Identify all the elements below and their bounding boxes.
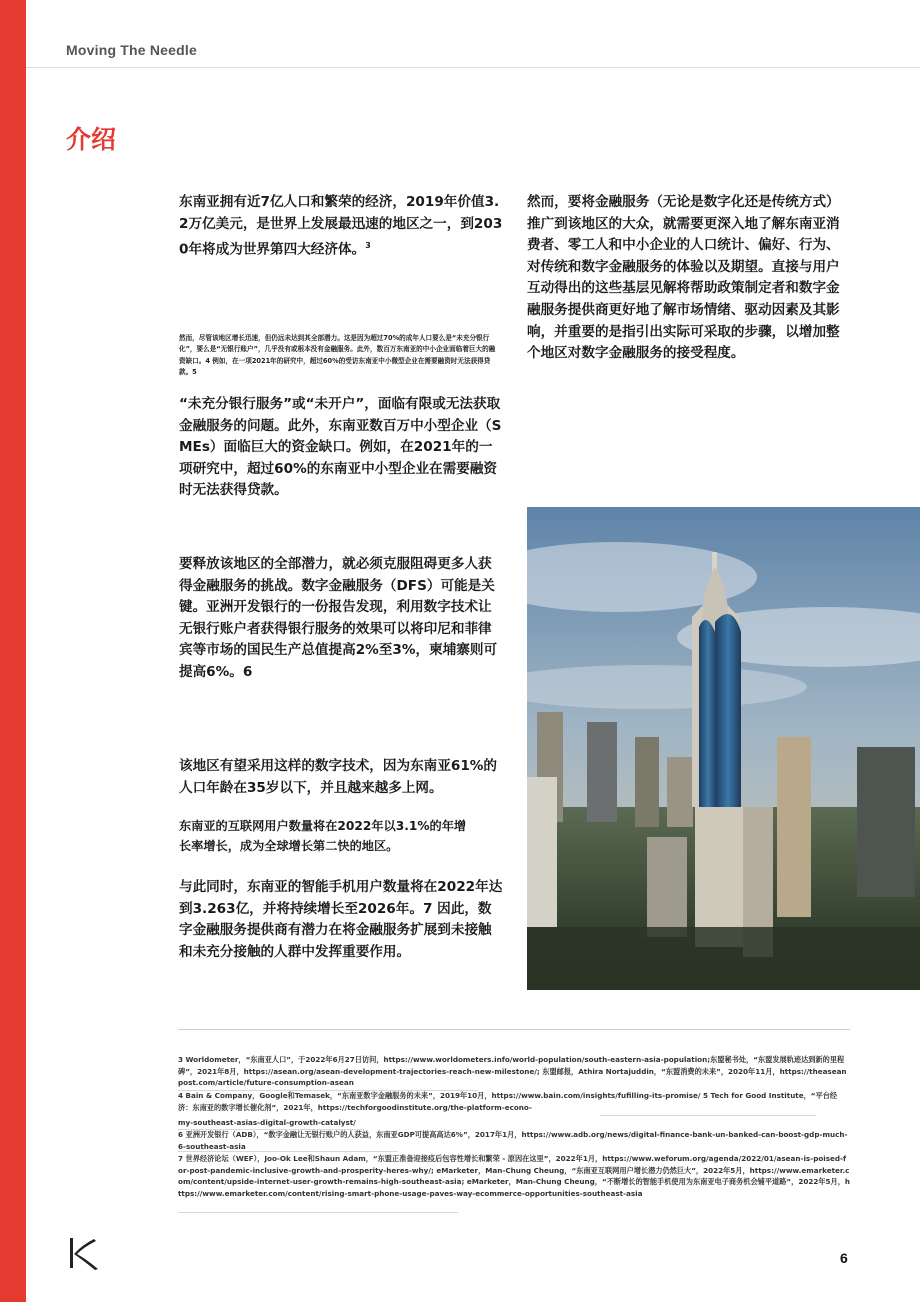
k-monogram-icon — [64, 1235, 102, 1271]
intro-paragraph-5: 东南亚的互联网用户数量将在2022年以3.1%的年增长率增长，成为全球增长第二快的地区。 — [179, 819, 467, 853]
footnote-underline — [178, 1151, 398, 1152]
footnote-6: 6 亚洲开发银行（ADB），“数字金融让无银行账户的人获益，东南亚GDP可提高高达6%”，2017年1月，https://www.adb.org/news/digital-finance-bank-un-banked-can-boost-gdp-much-6-southeast-asia — [178, 1130, 848, 1151]
jakarta-skyline-photo — [527, 507, 920, 990]
footnote-ref-3: 3 — [365, 241, 371, 251]
intro-paragraph-1-text: 东南亚拥有近7亿人口和繁荣的经济，2019年价值3.2万亿美元，是世界上发展最迅速的地区之一，到2030年将成为世界第四大经济体。 — [179, 194, 503, 258]
page-number: 6 — [840, 1250, 848, 1266]
intro-paragraph-6: 与此同时，东南亚的智能手机用户数量将在2022年达到3.263亿，并将持续增长至2026年。7 因此，数字金融服务提供商有潜力在将金融服务扩展到未接触和未充分接触的人群中发挥重要作用。 — [179, 879, 503, 960]
skyline-illustration — [527, 507, 920, 990]
right-paragraph-1: 然而，要将金融服务（无论是数字化还是传统方式）推广到该地区的大众，就需要更深入地了解东南亚消费者、零工人和中小企业的人口统计、偏好、行为、对传统和数字金融服务的体验以及期望。直接与用户互动得出的这些基层见解将帮助政策制定者和数字金融服务提供商更好地了解市场情绪、驱动因素及其影响，并重要的是指引出实际可采取的步骤，以增加整个地区对数字金融服务的接受程度。 — [527, 194, 840, 362]
intro-paragraph-3: 要释放该地区的全部潜力，就必须克服阻碍更多人获得金融服务的挑战。数字金融服务（DFS）可能是关键。亚洲开发银行的一份报告发现，利用数字技术让无银行账户者获得银行服务的效果可以将印尼和菲律宾等市场的国民生产总值提高2%至3%，柬埔寨则可提高6%。6 — [179, 556, 498, 680]
footnote-3: 3 Worldometer，“东南亚人口”，于2022年6月27日访问，https://www.worldometers.info/world-population/south-eastern-asia-population;东盟秘书处，“东盟发展轨迹达到新的里程碑”，2021年8月，https://asean.org/asean-development-trajectories-reach-new-milestone/; 东盟邮报，Athira Nortajuddin，“东盟消费的未来”，2020年11月，https://theaseanpost.com/article/future-consumption-asean — [178, 1055, 847, 1088]
intro-paragraph-2: “未充分银行服务”或“未开户”，面临有限或无法获取金融服务的问题。此外，东南亚数百万中小型企业（SMEs）面临巨大的资金缺口。例如，在2021年的一项研究中，超过60%的东南亚中小型企业在需要融资时无法获得贷款。 — [179, 396, 502, 499]
intro-paragraph-1 — [179, 192, 505, 261]
small-note-paragraph: 然而，尽管该地区增长迅速，但仍远未达到其全部潜力。这是因为超过70%的成年人口要么是“未充分银行化”，要么是“无银行账户”，几乎没有或根本没有金融服务。此外，数百万东南亚的中小企业面临着巨大的融资缺口。4 例如，在一项2021年的研究中，超过60%的受访东南亚中小微型企业在需要融资时无法获得贷款。5 — [179, 334, 496, 376]
footnote-divider — [178, 1029, 850, 1030]
red-side-bar — [0, 0, 26, 1302]
footnote-underline — [600, 1115, 816, 1116]
footnote-4-continued: my-southeast-asias-digital-growth-catalyst/ — [178, 1118, 356, 1127]
footnote-7: 7 世界经济论坛（WEF），Joo-Ok Lee和Shaun Adam，“东盟正准备迎接疫后包容性增长和繁荣 - 原因在这里”，2022年1月，https://www.weforum.org/agenda/2022/01/asean-is-poised-for-post-pandemic-inclusive-growth-and-prosperity-heres-why/; eMarketer，Man-Chung Cheung，“东南亚互联网用户增长潜力仍然巨大”，2022年5月，https://www.emarketer.com/content/upside-internet-user-growth-remains-high-southeast-asia; eMarketer，Man-Chung Cheung，“不断增长的智能手机使用为东南亚电子商务机会铺平道路”，2022年5月，https://www.emarketer.com/content/rising-smart-phone-usage-paves-way-ecommerce-opportunities-southeast-asia — [178, 1154, 851, 1198]
intro-paragraph-4: 该地区有望采用这样的数字技术，因为东南亚61%的人口年龄在35岁以下，并且越来越多上网。 — [179, 758, 498, 796]
section-title: 介绍 — [66, 125, 117, 154]
footnote-underline — [178, 1212, 458, 1213]
header-divider — [26, 67, 920, 68]
footnote-4-5: 4 Bain & Company，Google和Temasek，“东南亚数字金融服务的未来”，2019年10月，https://www.bain.com/insights/fufilling-its-promise/ 5 Tech for Good Institute，“平台经济：东南亚的数字增长催化剂”，2021年，https://techforgoodinstitute.org/the-platform-econo- — [178, 1091, 838, 1112]
running-header: Moving The Needle — [66, 42, 197, 58]
